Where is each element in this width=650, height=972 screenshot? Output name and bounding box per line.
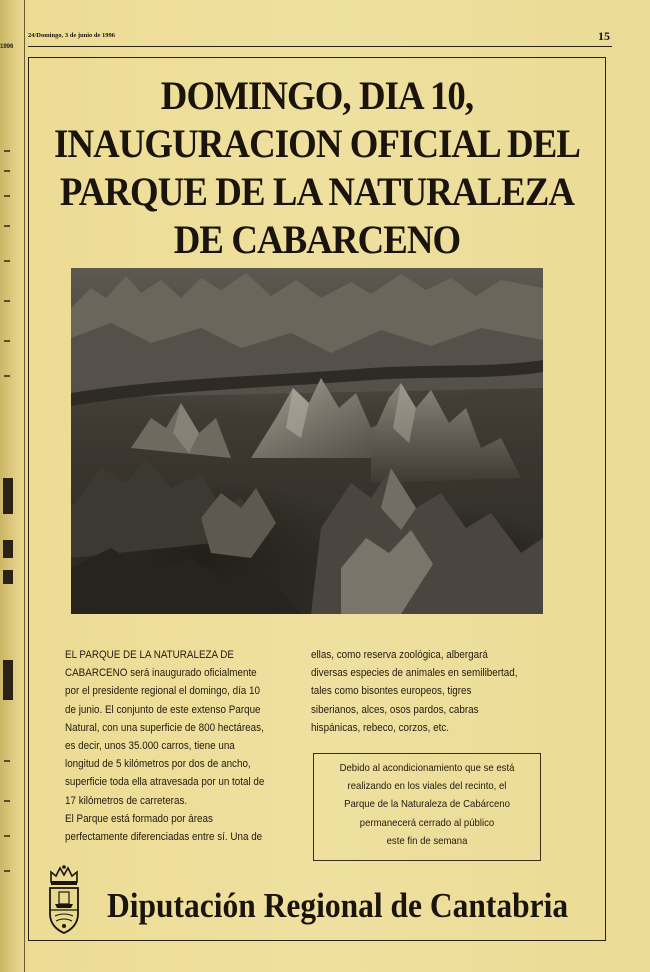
body-line: 17 kilómetros de carreteras.	[65, 794, 188, 807]
notice-line: Debido al acondicionamiento que se está	[339, 763, 515, 774]
body-line: ellas, como reserva zoológica, albergará	[311, 649, 488, 661]
notice-line: realizando en los viales del recinto, el	[347, 781, 507, 793]
headline-line: PARQUE DE LA NATURALEZA	[59, 169, 575, 214]
headline	[52, 72, 582, 264]
gutter-dark-block	[3, 570, 13, 584]
body-column-2	[311, 646, 555, 737]
headline-line: DOMINGO, DIA 10,	[160, 73, 474, 118]
gutter-text-mark	[4, 340, 10, 342]
gutter-text-mark	[4, 300, 10, 302]
publisher-name: Diputación Regional de Cantabria	[107, 886, 569, 925]
gutter-dark-block	[3, 660, 13, 700]
body-line: de junio. El conjunto de este extenso Parque	[65, 703, 261, 716]
gutter-text-mark	[4, 835, 10, 837]
gutter-date-fragment: 1996	[0, 44, 14, 50]
notice-line: Parque de la Naturaleza de Cabárceno	[344, 799, 510, 811]
body-line: hispánicas, rebeco, corzos, etc.	[311, 721, 450, 734]
gutter-text-mark	[4, 195, 10, 197]
header-date: 24/Domingo, 3 de junio de 1996	[28, 32, 116, 39]
headline-line: DE CABARCENO	[173, 217, 461, 262]
gutter-text-mark	[4, 170, 10, 172]
page-number: 15	[598, 29, 610, 43]
gutter-text-mark	[4, 870, 10, 872]
gutter-text-mark	[4, 800, 10, 802]
park-landscape-photo	[71, 268, 543, 614]
rock-formations-illustration	[71, 268, 543, 614]
body-line: siberianos, alces, osos pardos, cabras	[311, 703, 479, 716]
body-line: El Parque está formado por áreas	[65, 812, 213, 825]
gutter-text-mark	[4, 150, 10, 152]
closure-notice-box	[313, 753, 541, 861]
gutter-text-mark	[4, 260, 10, 262]
previous-page-edge	[0, 0, 25, 972]
advertisement-frame	[28, 57, 606, 941]
gutter-text-mark	[4, 375, 10, 377]
gutter-text-mark	[4, 225, 10, 227]
body-line: EL PARQUE DE LA NATURALEZA DE	[65, 649, 234, 661]
body-line: superficie toda ella atravesada por un total de	[65, 776, 265, 789]
body-line: diversas especies de animales en semilibertad,	[311, 667, 518, 680]
gutter-dark-block	[3, 478, 13, 514]
body-column-1	[65, 646, 314, 846]
body-line: por el presidente regional el domingo, día 10	[65, 685, 260, 698]
body-line: es decir, unos 35.000 carros, tiene una	[65, 740, 235, 753]
notice-line: permanecerá cerrado al público	[359, 817, 495, 829]
cantabria-coat-of-arms-icon	[47, 864, 81, 936]
body-line: longitud de 5 kilómetros por dos de ancho,	[65, 758, 251, 771]
gutter-dark-block	[3, 540, 13, 558]
body-line: perfectamente diferenciadas entre sí. Una de	[65, 831, 263, 844]
headline-line: INAUGURACION OFICIAL DEL	[54, 121, 580, 166]
body-line: CABARCENO será inaugurado oficialmente	[65, 667, 257, 680]
body-line: tales como bisontes europeos, tigres	[311, 685, 472, 698]
page-header	[28, 30, 612, 47]
body-line: Natural, con una superficie de 800 hectáreas,	[65, 721, 264, 734]
gutter-text-mark	[4, 760, 10, 762]
notice-line: este fin de semana	[386, 835, 468, 847]
